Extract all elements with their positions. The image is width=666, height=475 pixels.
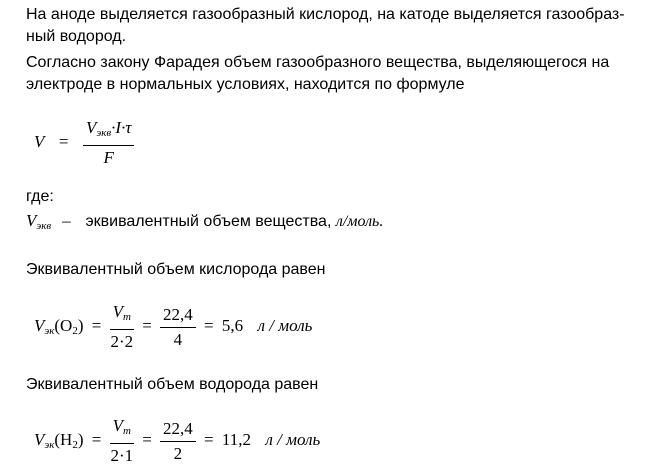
oxygen-lhs-sub: эк (44, 324, 55, 337)
formula-denominator: F (103, 148, 114, 167)
faraday-formula (34, 118, 134, 168)
hydrogen-f2-den: 2 (173, 443, 183, 463)
where-dash: – (62, 211, 71, 230)
hydrogen-fraction-2 (160, 419, 196, 464)
oxygen-lhs-paren-sub: 2 (72, 324, 78, 337)
hydrogen-fraction-1 (110, 416, 134, 466)
oxygen-f1-num-sub: m (123, 311, 131, 323)
oxygen-eq2: = (142, 315, 152, 335)
hydrogen-eq3: = (204, 429, 214, 449)
oxygen-fraction-2 (160, 305, 196, 350)
oxygen-f1-num: V (112, 302, 123, 321)
where-definition (26, 210, 383, 237)
hydrogen-lhs-v: V (34, 429, 45, 449)
faraday-line-2: электроде в нормальных условиях, находится по формуле (26, 76, 465, 93)
oxygen-f2-den: 4 (173, 329, 183, 349)
intro-line-2: ный водород. (26, 28, 127, 45)
oxygen-f2-num: 22,4 (160, 305, 196, 328)
formula-equals: = (58, 131, 69, 151)
hydrogen-f2-num: 22,4 (160, 419, 196, 442)
hydrogen-formula (34, 416, 320, 466)
hydrogen-f1-den: 2·1 (110, 446, 134, 465)
oxygen-fraction-1 (110, 302, 134, 352)
oxygen-heading: Эквивалентный объем кислорода равен (26, 261, 326, 278)
formula-numerator: $V_{экв}\cdot I\cdot\tau$ (83, 118, 134, 146)
oxygen-f1-den: 2·2 (110, 332, 134, 351)
hydrogen-eq1: = (91, 429, 102, 449)
where-symbol: V (26, 211, 37, 230)
where-text: эквивалентный объем вещества, (85, 213, 336, 230)
intro-line-1: На аноде выделяется газообразный кислород, на катоде выделяется газообраз- (26, 6, 625, 23)
faraday-line-1: Согласно закону Фарадея объем газообразного вещества, выделяющегося на (26, 54, 610, 71)
hydrogen-lhs-sub: эк (44, 438, 55, 451)
oxygen-eq3: = (204, 315, 214, 335)
hydrogen-eq2: = (142, 429, 152, 449)
hydrogen-result: 11,2 (221, 429, 252, 449)
oxygen-lhs-v: V (34, 315, 45, 335)
oxygen-unit: л / моль (257, 315, 313, 335)
oxygen-lhs-paren: (O (54, 315, 73, 335)
formula-fraction (83, 118, 134, 168)
hydrogen-lhs-paren: (H (54, 429, 73, 449)
where-unit: л/моль. (335, 213, 384, 230)
oxygen-lhs-close: ) (77, 315, 84, 335)
formula-lhs: V (34, 131, 45, 151)
oxygen-result: 5,6 (221, 315, 244, 335)
where-label: где: (26, 188, 54, 205)
hydrogen-unit: л / моль (265, 429, 321, 449)
oxygen-eq1: = (91, 315, 102, 335)
hydrogen-lhs-close: ) (77, 429, 84, 449)
where-symbol-sub: экв (36, 220, 52, 232)
hydrogen-heading: Эквивалентный объем водорода равен (26, 376, 319, 393)
oxygen-formula (34, 302, 312, 352)
hydrogen-f1-num: V (112, 416, 123, 435)
hydrogen-lhs-paren-sub: 2 (72, 438, 78, 451)
hydrogen-f1-num-sub: m (123, 425, 131, 437)
